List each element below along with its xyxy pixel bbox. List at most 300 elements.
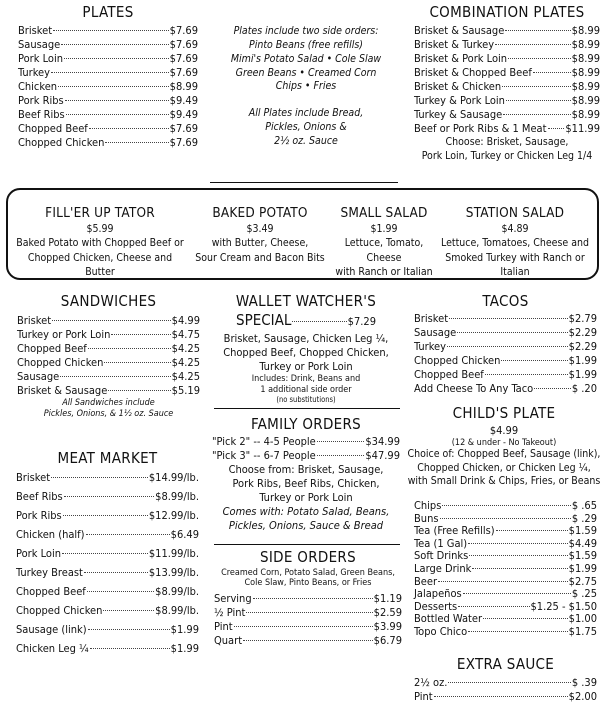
- item-name: Chopped Chicken: [414, 353, 501, 367]
- item-price: $47.99: [365, 448, 400, 462]
- item-price: $ .29: [571, 511, 597, 525]
- menu-item-row: [18, 94, 198, 108]
- side-list: [214, 592, 402, 648]
- item-name: Chopped Chicken: [16, 603, 103, 617]
- item-price: $2.59: [373, 606, 402, 620]
- item-price: $11.99/lb.: [148, 546, 199, 560]
- item-price: $4.25: [171, 341, 200, 355]
- dot-leader: [506, 100, 571, 101]
- divider-line: [210, 182, 398, 183]
- menu-item-row: [17, 370, 200, 384]
- item-name: Turkey Breast: [16, 565, 83, 579]
- dot-leader: [60, 376, 170, 377]
- menu-item-row: [414, 575, 597, 588]
- dot-leader: [88, 629, 170, 630]
- item-name: Brisket: [17, 313, 52, 327]
- dot-leader: [63, 515, 148, 516]
- dot-leader: [52, 320, 171, 321]
- note-line: Pickles, Onions &: [265, 121, 347, 134]
- menu-item-row: [214, 634, 402, 648]
- item-price: $1.19: [373, 592, 402, 606]
- item-name: Topo Chico: [414, 624, 468, 638]
- item-price: $ .39: [571, 675, 597, 689]
- item-price: $1.75: [568, 624, 597, 638]
- menu-item-row: [414, 94, 600, 108]
- item-price: $7.69: [169, 37, 198, 51]
- menu-item-row: [18, 38, 198, 52]
- item-price: $14.99/lb.: [148, 470, 199, 484]
- item-name: Soft Drinks: [414, 549, 469, 563]
- menu-item-row: [414, 368, 597, 382]
- dot-leader: [485, 374, 568, 375]
- menu-item-row: [414, 587, 597, 600]
- sandwiches-title: SANDWICHES: [60, 292, 157, 310]
- potato-salad-box: [6, 188, 599, 280]
- item-price: $1.99: [568, 367, 597, 381]
- note-line: Mimi's Potato Salad • Cole Slaw: [230, 52, 382, 65]
- wallet-desc-3: Turkey or Pork Loin: [259, 359, 353, 373]
- item-price: $1.99: [170, 641, 199, 655]
- menu-item-row: [414, 524, 597, 537]
- item-price: $1.25 - $1.50: [530, 599, 597, 613]
- sandwiches-note-1: All Sandwiches include: [62, 397, 155, 408]
- dot-leader: [62, 553, 148, 554]
- item-name: Beef Ribs: [16, 489, 63, 503]
- combo-choose-2: Pork Loin, Turkey or Chicken Leg 1/4: [421, 149, 593, 162]
- item-name: Serving: [214, 592, 252, 606]
- dot-leader: [51, 72, 169, 73]
- menu-item-row: [214, 620, 402, 634]
- item-name: Tea (1 Gal): [414, 536, 468, 550]
- wallet-price: $7.29: [347, 314, 376, 328]
- divider-line: [214, 408, 400, 409]
- item-name: Chopped Chicken: [17, 355, 104, 369]
- item-name: Jalapeños: [414, 587, 462, 601]
- dot-leader: [65, 100, 169, 101]
- item-name: Chopped Beef: [414, 367, 484, 381]
- menu-item-row: [16, 509, 199, 528]
- dot-leader: [434, 696, 568, 697]
- item-name: Brisket & Turkey: [414, 37, 495, 51]
- side-title: SIDE ORDERS: [260, 548, 356, 566]
- wallet-inc-1: Includes: Drink, Beans and: [251, 373, 361, 384]
- item-name: Turkey: [414, 339, 446, 353]
- menu-item-row: [16, 566, 199, 585]
- item-price: $8.99: [571, 79, 600, 93]
- tacos-section: [414, 293, 597, 396]
- menu-item-row: [18, 122, 198, 136]
- dot-leader: [448, 682, 570, 683]
- menu-item-row: [414, 24, 600, 38]
- item-price: $8.99/lb.: [155, 603, 199, 617]
- menu-item-row: [16, 642, 199, 661]
- dot-leader: [449, 318, 568, 319]
- item-price: $7.69: [169, 65, 198, 79]
- item-price: $6.79: [373, 634, 402, 648]
- menu-item-row: [16, 623, 199, 642]
- item-name: Pork Loin: [18, 51, 63, 65]
- dot-leader: [483, 618, 568, 619]
- item-price: $ .65: [571, 499, 597, 512]
- salad-price: $1.99: [370, 223, 398, 236]
- salad-item: [332, 204, 436, 279]
- dot-leader: [533, 72, 571, 73]
- item-name: Chopped Beef: [18, 122, 88, 136]
- item-price: $13.99/lb.: [148, 565, 199, 579]
- dot-leader: [534, 388, 571, 389]
- menu-item-row: [414, 499, 597, 512]
- item-name: Beef Ribs: [18, 107, 65, 121]
- child-sub: (12 & under - No Takeout): [451, 437, 557, 448]
- meat-section: [16, 450, 199, 661]
- dot-leader: [246, 612, 372, 613]
- family-desc-3: Turkey or Pork Loin: [259, 490, 353, 504]
- menu-item-row: [414, 354, 597, 368]
- item-price: $8.99: [571, 23, 600, 37]
- note-line: Chips • Fries: [275, 80, 337, 93]
- item-name: Chopped Beef: [16, 584, 86, 598]
- menu-item-row: [414, 612, 597, 625]
- baked-desc-1: with Butter, Cheese,: [211, 237, 309, 250]
- child-price: $4.99: [489, 423, 519, 437]
- sandwiches-note-2: Pickles, Onions, & 1½ oz. Sauce: [43, 408, 174, 419]
- item-price: $8.99: [571, 65, 600, 79]
- dot-leader: [442, 505, 570, 506]
- item-price: $8.99/lb.: [155, 489, 199, 503]
- menu-item-row: [16, 547, 199, 566]
- family-desc-1: Choose from: Brisket, Sausage,: [228, 462, 384, 476]
- menu-item-row: [414, 562, 597, 575]
- tator-desc-2: Chopped Chicken, Cheese and Butter: [27, 251, 173, 278]
- menu-item-row: [212, 435, 400, 449]
- note-line: All Plates include Bread,: [248, 107, 364, 120]
- menu-item-row: [414, 108, 600, 122]
- item-name: Chopped Beef: [17, 341, 87, 355]
- wallet-title-1: WALLET WATCHER'S: [235, 292, 377, 310]
- menu-item-row: [16, 528, 199, 547]
- menu-item-row: [214, 606, 402, 620]
- item-name: Desserts: [414, 599, 458, 613]
- station-desc-2: Smoked Turkey with Ranch or Italian: [445, 251, 585, 278]
- item-price: $1.59: [568, 524, 597, 538]
- sauce-section: [414, 656, 597, 704]
- item-price: $4.75: [171, 327, 200, 341]
- item-price: $5.19: [171, 383, 200, 397]
- item-name: Brisket: [16, 470, 51, 484]
- plates-section: [18, 4, 198, 150]
- dot-leader: [234, 626, 373, 627]
- note-line: [216, 94, 396, 107]
- item-price: $2.00: [568, 689, 597, 703]
- item-name: Brisket & Pork Loin: [414, 51, 508, 65]
- station-item: [436, 204, 594, 279]
- menu-item-row: [17, 328, 200, 342]
- item-name: Brisket: [18, 23, 53, 37]
- menu-item-row: [18, 66, 198, 80]
- dot-leader: [469, 555, 567, 556]
- menu-item-row: [414, 549, 597, 562]
- child-section: [406, 405, 602, 489]
- item-price: $8.99: [169, 79, 198, 93]
- dot-leader: [64, 58, 169, 59]
- sandwiches-list: [17, 314, 200, 398]
- child-desc-2: Chopped Chicken, or Chicken Leg ¼,: [417, 461, 591, 474]
- item-name: Chips: [414, 499, 442, 512]
- side-desc-1: Creamed Corn, Potato Salad, Green Beans,: [221, 567, 395, 578]
- plates-list: [18, 24, 198, 151]
- family-desc-4: Comes with: Potato Salad, Beans,: [222, 504, 390, 518]
- dot-leader: [496, 530, 568, 531]
- menu-item-row: [18, 108, 198, 122]
- menu-item-row: [16, 471, 199, 490]
- item-name: Sausage (link): [16, 622, 87, 636]
- item-name: Tea (Free Refills): [414, 524, 495, 538]
- dot-leader: [463, 593, 571, 594]
- menu-item-row: [17, 356, 200, 370]
- item-price: $1.00: [568, 612, 597, 626]
- menu-item-row: [17, 342, 200, 356]
- child-title: CHILD'S PLATE: [452, 404, 556, 422]
- note-line: Green Beans • Creamed Corn: [235, 66, 377, 79]
- item-name: Pint: [414, 689, 433, 703]
- dot-leader: [505, 30, 570, 31]
- item-name: Chicken Leg ¼: [16, 641, 89, 655]
- note-line: 2½ oz. Sauce: [274, 135, 338, 148]
- child-desc-1: Choice of: Chopped Beef, Sausage (link),: [407, 448, 601, 461]
- dot-leader: [317, 455, 365, 456]
- wallet-section: [212, 293, 400, 404]
- divider-line: [214, 544, 400, 545]
- dot-leader: [253, 598, 373, 599]
- sandwiches-section: [17, 293, 200, 420]
- dot-leader: [243, 640, 373, 641]
- dot-leader: [501, 360, 567, 361]
- family-desc-5: Pickles, Onions, Sauce & Bread: [228, 518, 384, 532]
- item-price: $4.25: [171, 369, 200, 383]
- dot-leader: [472, 568, 567, 569]
- item-price: $ .20: [571, 381, 597, 395]
- menu-item-row: [414, 625, 597, 638]
- item-price: $7.69: [169, 122, 198, 136]
- dot-leader: [58, 86, 169, 87]
- tator-title: FILL'ER UP TATOR: [45, 205, 155, 221]
- item-price: $12.99/lb.: [148, 508, 199, 522]
- item-price: $8.99: [571, 37, 600, 51]
- drinks-section: [414, 499, 597, 638]
- menu-item-row: [414, 38, 600, 52]
- item-name: Large Drink: [414, 561, 472, 575]
- dot-leader: [440, 518, 571, 519]
- side-desc-2: Cole Slaw, Pinto Beans, or Fries: [244, 578, 372, 589]
- station-price: $4.89: [501, 223, 529, 236]
- menu-item-row: [414, 537, 597, 550]
- item-price: $2.29: [568, 325, 597, 339]
- dot-leader: [495, 44, 571, 45]
- dot-leader: [468, 631, 568, 632]
- item-name: Chicken: [18, 79, 58, 93]
- item-price: $1.99: [568, 353, 597, 367]
- item-price: $6.49: [170, 527, 199, 541]
- dot-leader: [111, 334, 170, 335]
- combo-title: COMBINATION PLATES: [429, 3, 585, 21]
- tacos-list: [414, 312, 597, 396]
- item-name: Pork Ribs: [16, 508, 62, 522]
- item-price: $4.49: [568, 536, 597, 550]
- dot-leader: [105, 142, 168, 143]
- dot-leader: [468, 543, 568, 544]
- station-title: STATION SALAD: [465, 205, 565, 221]
- item-name: Quart: [214, 634, 243, 648]
- combo-choose-1: Choose: Brisket, Sausage,: [445, 136, 569, 149]
- item-name: Chicken (half): [16, 527, 85, 541]
- drinks-list: [414, 499, 597, 638]
- menu-item-row: [414, 600, 597, 613]
- item-price: $8.99: [571, 107, 600, 121]
- dot-leader: [53, 30, 169, 31]
- item-price: $1.59: [568, 549, 597, 563]
- item-name: Turkey or Pork Loin: [17, 327, 111, 341]
- item-name: "Pick 2" -- 4-5 People: [212, 434, 316, 448]
- menu-item-row: [414, 312, 597, 326]
- plates-title: PLATES: [82, 3, 134, 21]
- item-name: Beer: [414, 574, 438, 588]
- menu-item-row: [18, 24, 198, 38]
- dot-leader: [108, 390, 170, 391]
- wallet-inc-2: 1 additional side order: [260, 384, 352, 395]
- item-name: Pork Ribs: [18, 93, 64, 107]
- menu-item-row: [214, 592, 402, 606]
- plates-note: [216, 25, 396, 149]
- dot-leader: [104, 362, 170, 363]
- note-line: Plates include two side orders:: [233, 25, 379, 37]
- item-name: Pint: [214, 620, 233, 634]
- wallet-title-2: SPECIAL: [236, 310, 292, 329]
- tator-price: $5.99: [86, 223, 114, 236]
- item-price: $11.99: [565, 122, 600, 136]
- item-price: $2.79: [568, 311, 597, 325]
- item-price: $2.75: [568, 574, 597, 588]
- baked-desc-2: Sour Cream and Bacon Bits: [195, 251, 325, 264]
- item-name: Bottled Water: [414, 612, 483, 626]
- family-section: [212, 416, 400, 533]
- item-name: Brisket & Sausage: [414, 23, 505, 37]
- salad-title: SMALL SALAD: [340, 205, 428, 221]
- menu-item-row: [18, 52, 198, 66]
- menu-item-row: [18, 136, 198, 150]
- item-price: $9.49: [169, 93, 198, 107]
- dot-leader: [503, 114, 570, 115]
- family-list: [212, 435, 400, 463]
- dot-leader: [458, 606, 529, 607]
- meat-list: [16, 471, 199, 661]
- child-desc-3: with Small Drink & Chips, Fries, or Beans: [407, 475, 601, 488]
- item-name: "Pick 3" -- 6-7 People: [212, 448, 316, 462]
- dot-leader: [86, 534, 170, 535]
- family-desc-2: Pork Ribs, Beef Ribs, Chicken,: [232, 476, 380, 490]
- item-price: $7.69: [169, 23, 198, 37]
- item-price: $3.99: [373, 620, 402, 634]
- item-name: Turkey & Sausage: [414, 107, 503, 121]
- item-name: Brisket: [414, 311, 449, 325]
- dot-leader: [51, 477, 148, 478]
- menu-item-row: [18, 80, 198, 94]
- dot-leader: [64, 496, 154, 497]
- dot-leader: [88, 348, 171, 349]
- baked-price: $3.49: [246, 223, 274, 236]
- baked-item: [190, 204, 330, 265]
- item-price: $8.99: [571, 93, 600, 107]
- dot-leader: [502, 86, 571, 87]
- tacos-title: TACOS: [482, 292, 529, 310]
- sauce-list: [414, 676, 597, 704]
- combo-list: [414, 24, 600, 137]
- item-price: $4.25: [171, 355, 200, 369]
- menu-item-row: [414, 382, 597, 396]
- item-name: 2½ oz.: [414, 675, 448, 689]
- item-name: Sausage: [18, 37, 61, 51]
- item-name: Pork Loin: [16, 546, 61, 560]
- item-name: Turkey & Pork Loin: [414, 93, 505, 107]
- item-name: Brisket & Sausage: [17, 383, 108, 397]
- menu-item-row: [414, 512, 597, 525]
- menu-item-row: [414, 66, 600, 80]
- item-name: Beef or Pork Ribs & 1 Meat: [414, 122, 547, 136]
- menu-item-row: [17, 384, 200, 398]
- wallet-desc-2: Chopped Beef, Chopped Chicken,: [223, 345, 389, 359]
- plates-note-list: [216, 25, 396, 149]
- menu-item-row: [414, 690, 597, 704]
- side-section: [214, 549, 402, 648]
- menu-item-row: [16, 604, 199, 623]
- item-name: Turkey: [18, 65, 50, 79]
- item-name: ½ Pint: [214, 606, 246, 620]
- item-price: $1.99: [170, 622, 199, 636]
- menu-item-row: [414, 340, 597, 354]
- item-price: $2.29: [568, 339, 597, 353]
- menu-item-row: [414, 52, 600, 66]
- salad-desc-2: with Ranch or Italian: [335, 265, 433, 278]
- item-price: $34.99: [365, 434, 400, 448]
- item-price: $ .25: [571, 587, 597, 601]
- wallet-desc-1: Brisket, Sausage, Chicken Leg ¼,: [223, 331, 389, 345]
- item-name: Brisket & Chicken: [414, 79, 502, 93]
- salad-desc-1: Lettuce, Tomato, Cheese: [344, 237, 424, 264]
- baked-title: BAKED POTATO: [212, 205, 308, 221]
- dot-leader: [447, 346, 568, 347]
- item-price: $7.69: [169, 51, 198, 65]
- dot-leader: [61, 44, 168, 45]
- menu-item-row: [414, 80, 600, 94]
- dot-leader: [438, 581, 568, 582]
- dot-leader: [90, 648, 170, 649]
- menu-item-row: [17, 314, 200, 328]
- dot-leader: [66, 114, 169, 115]
- family-title: FAMILY ORDERS: [250, 415, 362, 433]
- item-price: $7.69: [169, 136, 198, 150]
- menu-item-row: [414, 676, 597, 690]
- note-line: Pinto Beans (free refills): [249, 38, 363, 51]
- item-price: $4.99: [171, 313, 200, 327]
- station-desc-1: Lettuce, Tomatoes, Cheese and: [441, 237, 589, 250]
- item-price: $1.99: [568, 561, 597, 575]
- item-name: Add Cheese To Any Taco: [414, 381, 534, 395]
- item-price: $9.49: [169, 107, 198, 121]
- item-name: Chopped Chicken: [18, 136, 105, 150]
- menu-item-row: [212, 449, 400, 463]
- menu-item-row: [16, 490, 199, 509]
- wallet-inc-3: (no substitutions): [276, 394, 336, 404]
- dot-leader: [89, 128, 169, 129]
